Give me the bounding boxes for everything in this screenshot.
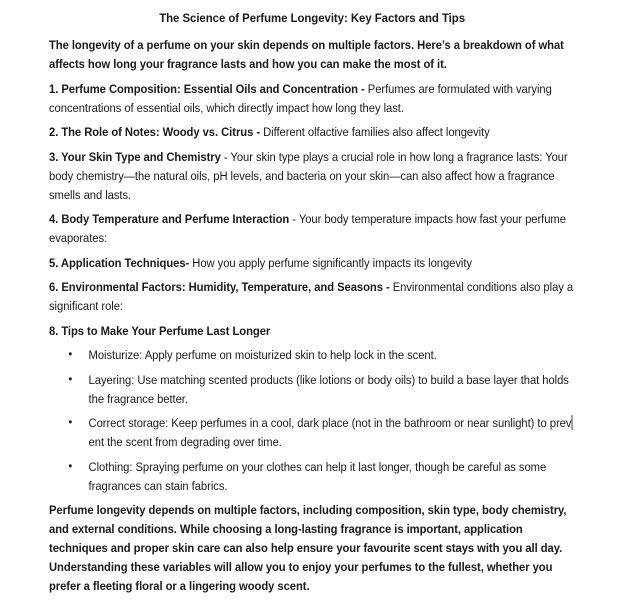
section-3-lead: 3. Your Skin Type and Chemistry <box>49 149 221 164</box>
section-paragraph-3[interactable] <box>49 148 575 205</box>
text-cursor <box>571 415 572 430</box>
closing-paragraph[interactable]: Perfume longevity depends on multiple factors, including composition, skin type, body chemistry, and external conditions. While choosing a long-lasting fragrance is important, application techniques and proper skin care can also help ensure your favourite scent stays with you all day. Understanding these variables will allow you to enjoy your perfumes to the fullest, whether you prefer a fleeting floral or a lingering woody scent. <box>49 503 567 593</box>
tip-item-moisturize[interactable] <box>68 346 576 365</box>
tip-item-correct-storage[interactable] <box>68 414 576 452</box>
bullet-icon: • <box>68 347 73 361</box>
tip-item-layering[interactable] <box>68 371 576 409</box>
tip-text: Layering: Use matching scented products (like lotions or body oils) to build a base layer that holds the fragrance better. <box>88 372 569 406</box>
document-title[interactable]: The Science of Perfume Longevity: Key Factors and Tips <box>159 11 466 25</box>
section-3-text: - Your skin type plays a crucial role in how long a fragrance lasts: Your body chemistry—the natural oils, pH levels, and bacteria on your skin—can also affect how a fragrance smells and lasts. <box>49 149 568 202</box>
bullet-icon: • <box>68 415 73 429</box>
section-5-lead: 5. Application Techniques- <box>49 255 190 270</box>
section-4-text: - Your body temperature impacts how fast your perfume evaporates: <box>49 212 566 245</box>
section-paragraph-4[interactable] <box>49 210 575 248</box>
section-5-text: How you apply perfume significantly impacts its longevity <box>189 255 472 270</box>
section-paragraph-2[interactable] <box>49 123 575 142</box>
document-content[interactable] <box>49 9 575 596</box>
section-6-lead: 6. Environmental Factors: Humidity, Temperature, and Seasons - <box>49 280 393 294</box>
tip-text-after-cursor: ent the scent from degrading over time. <box>88 435 282 449</box>
bullet-icon: • <box>68 458 73 473</box>
tips-list <box>49 346 575 496</box>
section-paragraph-5[interactable] <box>49 254 575 273</box>
section-1-text: Perfumes are formulated with varying concentrations of essential oils, which directly impact how long they last. <box>49 81 552 115</box>
tip-text: Clothing: Spraying perfume on your clothes can help it last longer, though be careful as some fragrances can stain fabrics. <box>88 459 547 493</box>
tip-text: Moisturize: Apply perfume on moisturized skin to help lock in the scent. <box>88 348 437 362</box>
section-1-lead: 1. Perfume Composition: Essential Oils and Concentration - <box>49 81 368 96</box>
intro-paragraph[interactable]: The longevity of a perfume on your skin depends on multiple factors. Here’s a breakdown of what affects how long your fragrance lasts and how you can make the most of it. <box>49 38 564 71</box>
bullet-icon: • <box>68 371 73 386</box>
tips-heading[interactable]: 8. Tips to Make Your Perfume Last Longer <box>49 323 271 338</box>
tip-item-clothing[interactable] <box>68 458 576 496</box>
section-2-text: Different olfactive families also affect longevity <box>263 125 490 139</box>
section-paragraph-1[interactable] <box>49 80 575 118</box>
section-2-lead: 2. The Role of Notes: Woody vs. Citrus - <box>49 125 264 139</box>
tip-text-before-cursor: Correct storage: Keep perfumes in a cool, dark place (not in the bathroom or near sunlight) to prev <box>88 416 572 430</box>
section-4-lead: 4. Body Temperature and Perfume Interaction <box>49 212 290 226</box>
section-paragraph-6[interactable] <box>49 278 575 316</box>
section-6-text: Environmental conditions also play a significant role: <box>49 280 574 313</box>
